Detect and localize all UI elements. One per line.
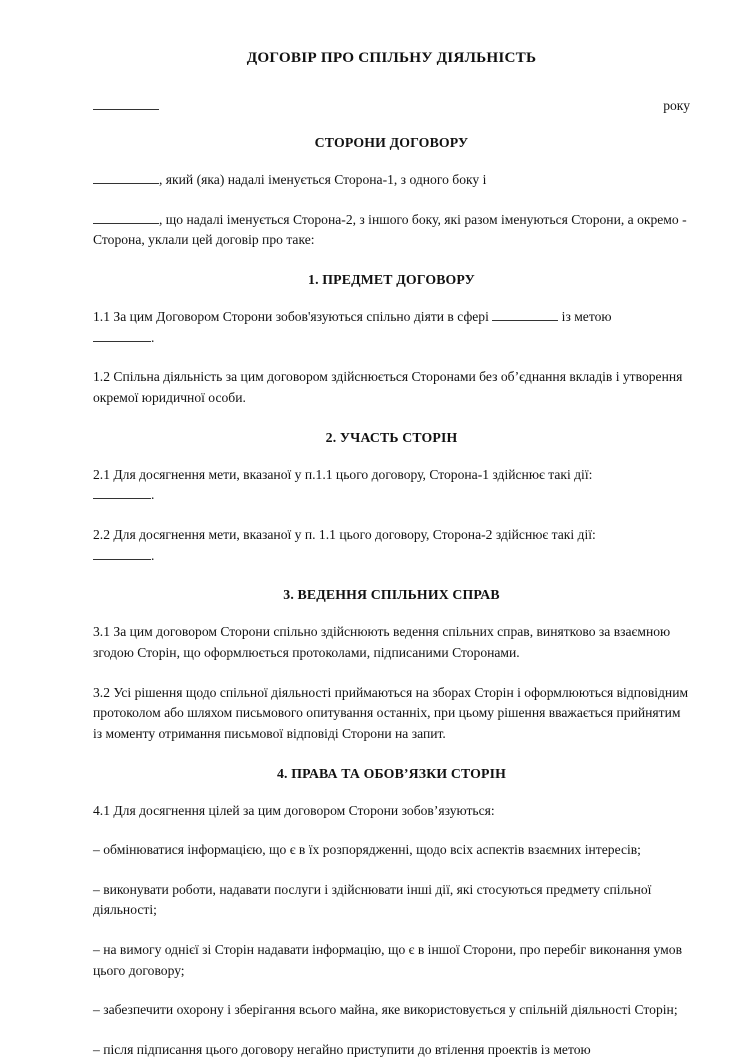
party-two-blank-field[interactable]	[93, 213, 159, 224]
page-title: ДОГОВІР ПРО СПІЛЬНУ ДІЯЛЬНІСТЬ	[246, 49, 537, 66]
clause-4-1: 4.1 Для досягнення цілей за цим договором Сторони зобов’язуються:	[93, 802, 495, 818]
list-item: – на вимогу однієї зі Сторін надавати інформацію, що є в іншої Сторони, про перебіг виконання умов цього договору;	[93, 942, 682, 978]
section-heading-2: 2. УЧАСТЬ СТОРІН	[325, 429, 458, 445]
date-line	[93, 98, 690, 114]
clause-2-1-text-after: .	[151, 487, 155, 503]
clause-1-1-text-before: 1.1 За цим Договором Сторони зобов'язуються спільно діяти в сфері	[93, 308, 493, 324]
party-two-text: , що надалі іменується Сторона-2, з іншого боку, які разом іменуються Сторони, а окремо - Сторона, уклали цей договір про таке:	[93, 211, 687, 248]
clause-2-2	[93, 506, 690, 566]
parties-heading: СТОРОНИ ДОГОВОРУ	[314, 135, 469, 150]
document-content	[93, 0, 690, 1061]
clause-1-1-text-middle: із метою	[558, 308, 612, 324]
party-one-blank-field[interactable]	[93, 173, 159, 184]
clause-3-1: 3.1 За цим договором Сторони спільно здійснюють ведення спільних справ, винятково за взаємною згодою Сторін, що оформлюється протоколами, підписаними Сторонами.	[93, 624, 671, 660]
clause-2-2-text-before: 2.2 Для досягнення мети, вказаної у п. 1.1 цього договору, Сторона-2 здійснює такі дії:	[93, 526, 596, 542]
party-two-paragraph	[93, 191, 690, 251]
clause-2-2-text-after: .	[151, 547, 155, 563]
clause-1-1	[93, 288, 690, 348]
section-heading-1: 1. ПРЕДМЕТ ДОГОВОРУ	[308, 271, 475, 287]
list-item: – після підписання цього договору негайно приступити до втілення проектів із метою	[93, 1042, 591, 1058]
list-item: – забезпечити охорону і зберігання всього майна, яке використовується у спільній діяльності Сторін;	[93, 1002, 678, 1018]
clause-1-2: 1.2 Спільна діяльність за цим договором здійснюється Сторонами без об’єднання вкладів і утворення окремої юридичної особи.	[93, 369, 683, 405]
clause-2-1-blank-field[interactable]	[93, 488, 151, 499]
clause-1-1-blank-sphere[interactable]	[492, 310, 558, 321]
section-heading-4: 4. ПРАВА ТА ОБОВ’ЯЗКИ СТОРІН	[277, 765, 506, 781]
list-item: – виконувати роботи, надавати послуги і здійснювати інші дії, які стосуються предмету спільної діяльності;	[93, 881, 652, 918]
section-heading-3: 3. ВЕДЕННЯ СПІЛЬНИХ СПРАВ	[283, 587, 500, 603]
party-one-text: , який (яка) надалі іменується Сторона-1, з одного боку і	[159, 172, 487, 187]
clause-2-1-text-before: 2.1 Для досягнення мети, вказаної у п.1.1 цього договору, Сторона-1 здійснює такі дії:	[93, 466, 593, 482]
clause-1-1-blank-purpose[interactable]	[93, 331, 151, 342]
clause-2-1	[93, 446, 690, 506]
date-year-label: року	[663, 98, 690, 113]
party-one-paragraph	[93, 151, 690, 191]
date-blank-field[interactable]	[93, 99, 159, 110]
clause-3-2: 3.2 Усі рішення щодо спільної діяльності приймаються на зборах Сторін і оформлюються відповідним протоколом або шляхом письмового опитування останніх, при цьому рішення вважається прийнятим із моменту отримання письмової відповіді Сторони на запит.	[93, 684, 689, 741]
clause-1-1-text-after: .	[151, 329, 155, 345]
list-item: – обмінюватися інформацією, що є в їх розпорядженні, щодо всіх аспектів взаємних інтересів;	[93, 842, 641, 858]
clause-2-2-blank-field[interactable]	[93, 549, 151, 560]
